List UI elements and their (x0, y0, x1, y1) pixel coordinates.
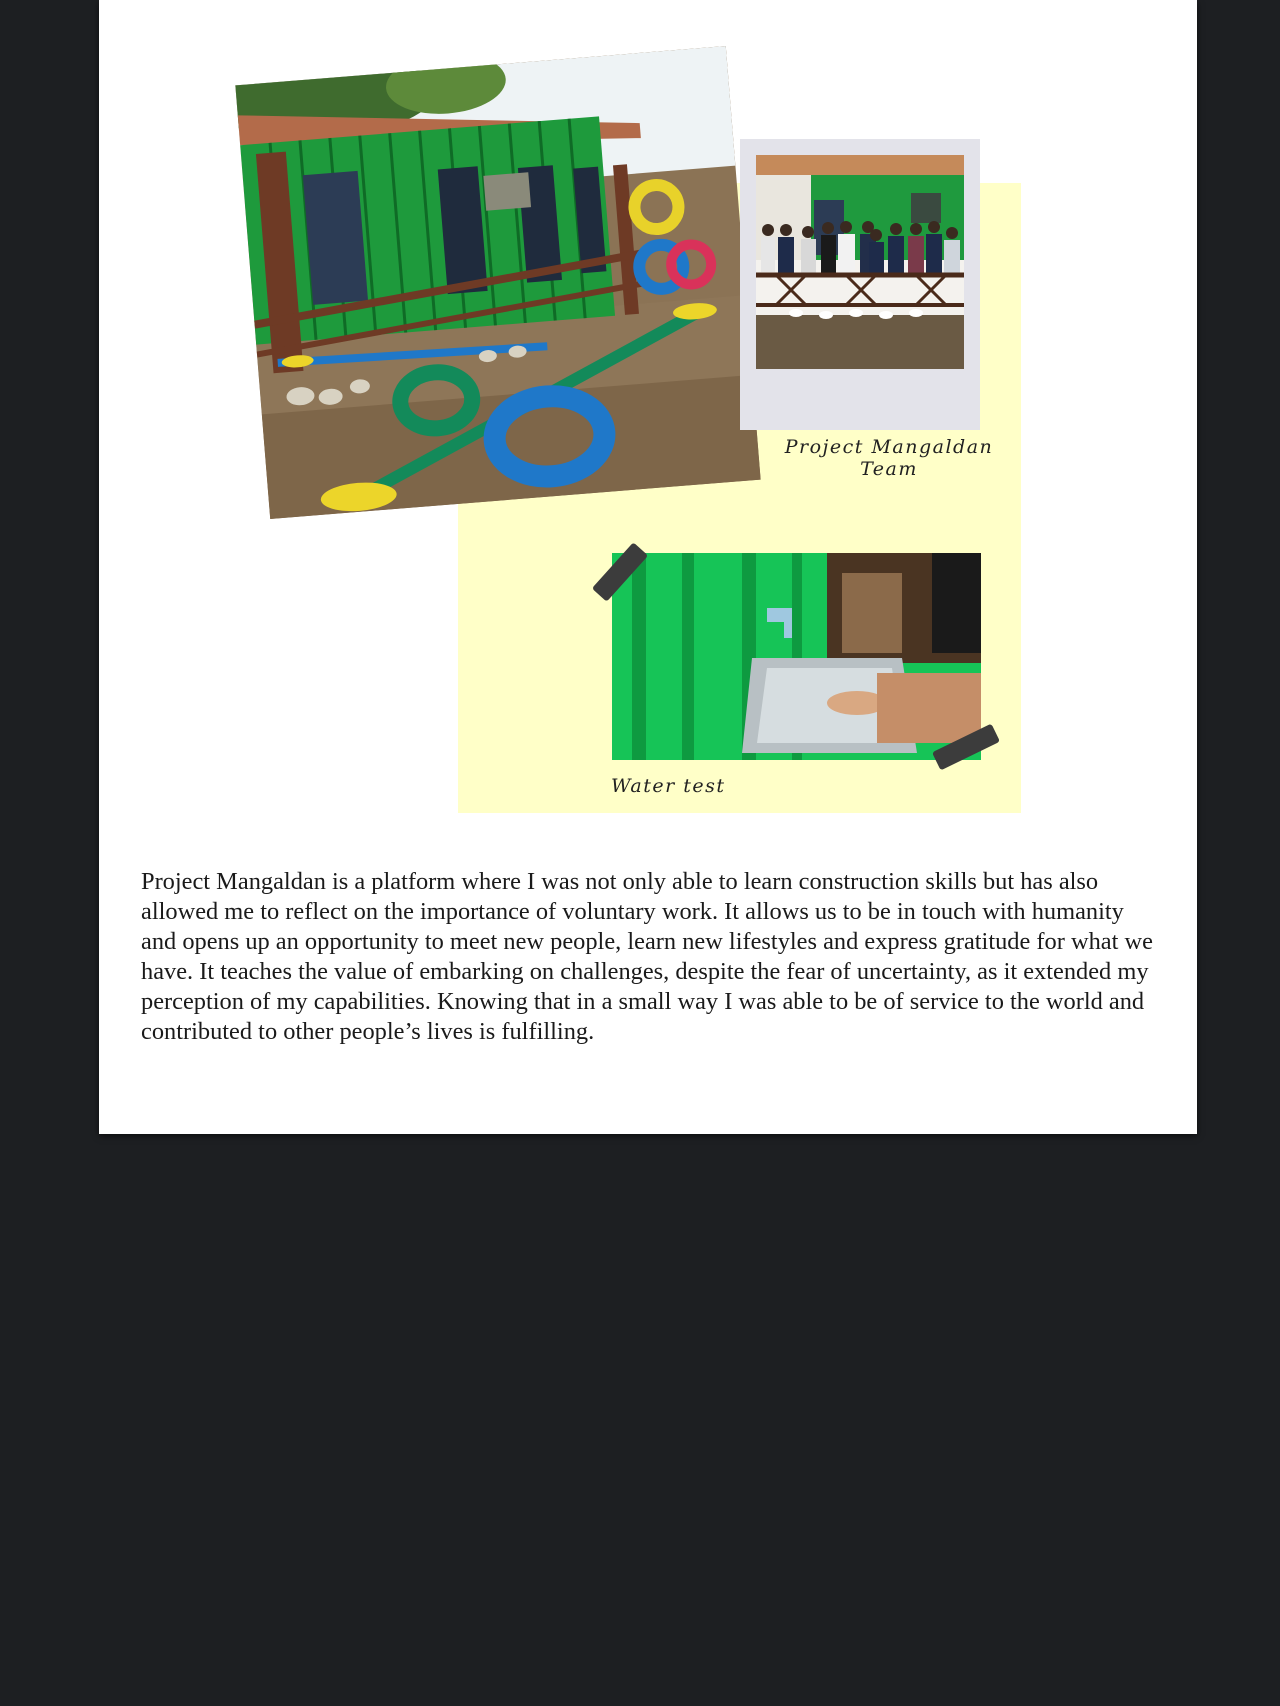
water-test-photo (612, 553, 981, 760)
playground-photo (235, 46, 760, 519)
water-test-caption: Water test (611, 775, 726, 797)
body-paragraph: Project Mangaldan is a platform where I was not only able to learn construction skills but has also allowed me to reflect on the importance of voluntary work. It allows us to be in touch with humanity and opens up an opportunity to meet new people, learn new lifestyles and express gratitude for what we have. It teaches the value of embarking on challenges, despite the fear of uncertainty, as it extended my perception of my capabilities. Knowing that in a small way I was able to be of service to the world and contributed to other people’s lives is fulfilling. (141, 868, 1153, 1045)
team-photo (756, 155, 964, 369)
document-page (99, 0, 1197, 1134)
team-photo-caption: Project Mangaldan Team (784, 436, 994, 480)
team-polaroid (740, 139, 980, 430)
